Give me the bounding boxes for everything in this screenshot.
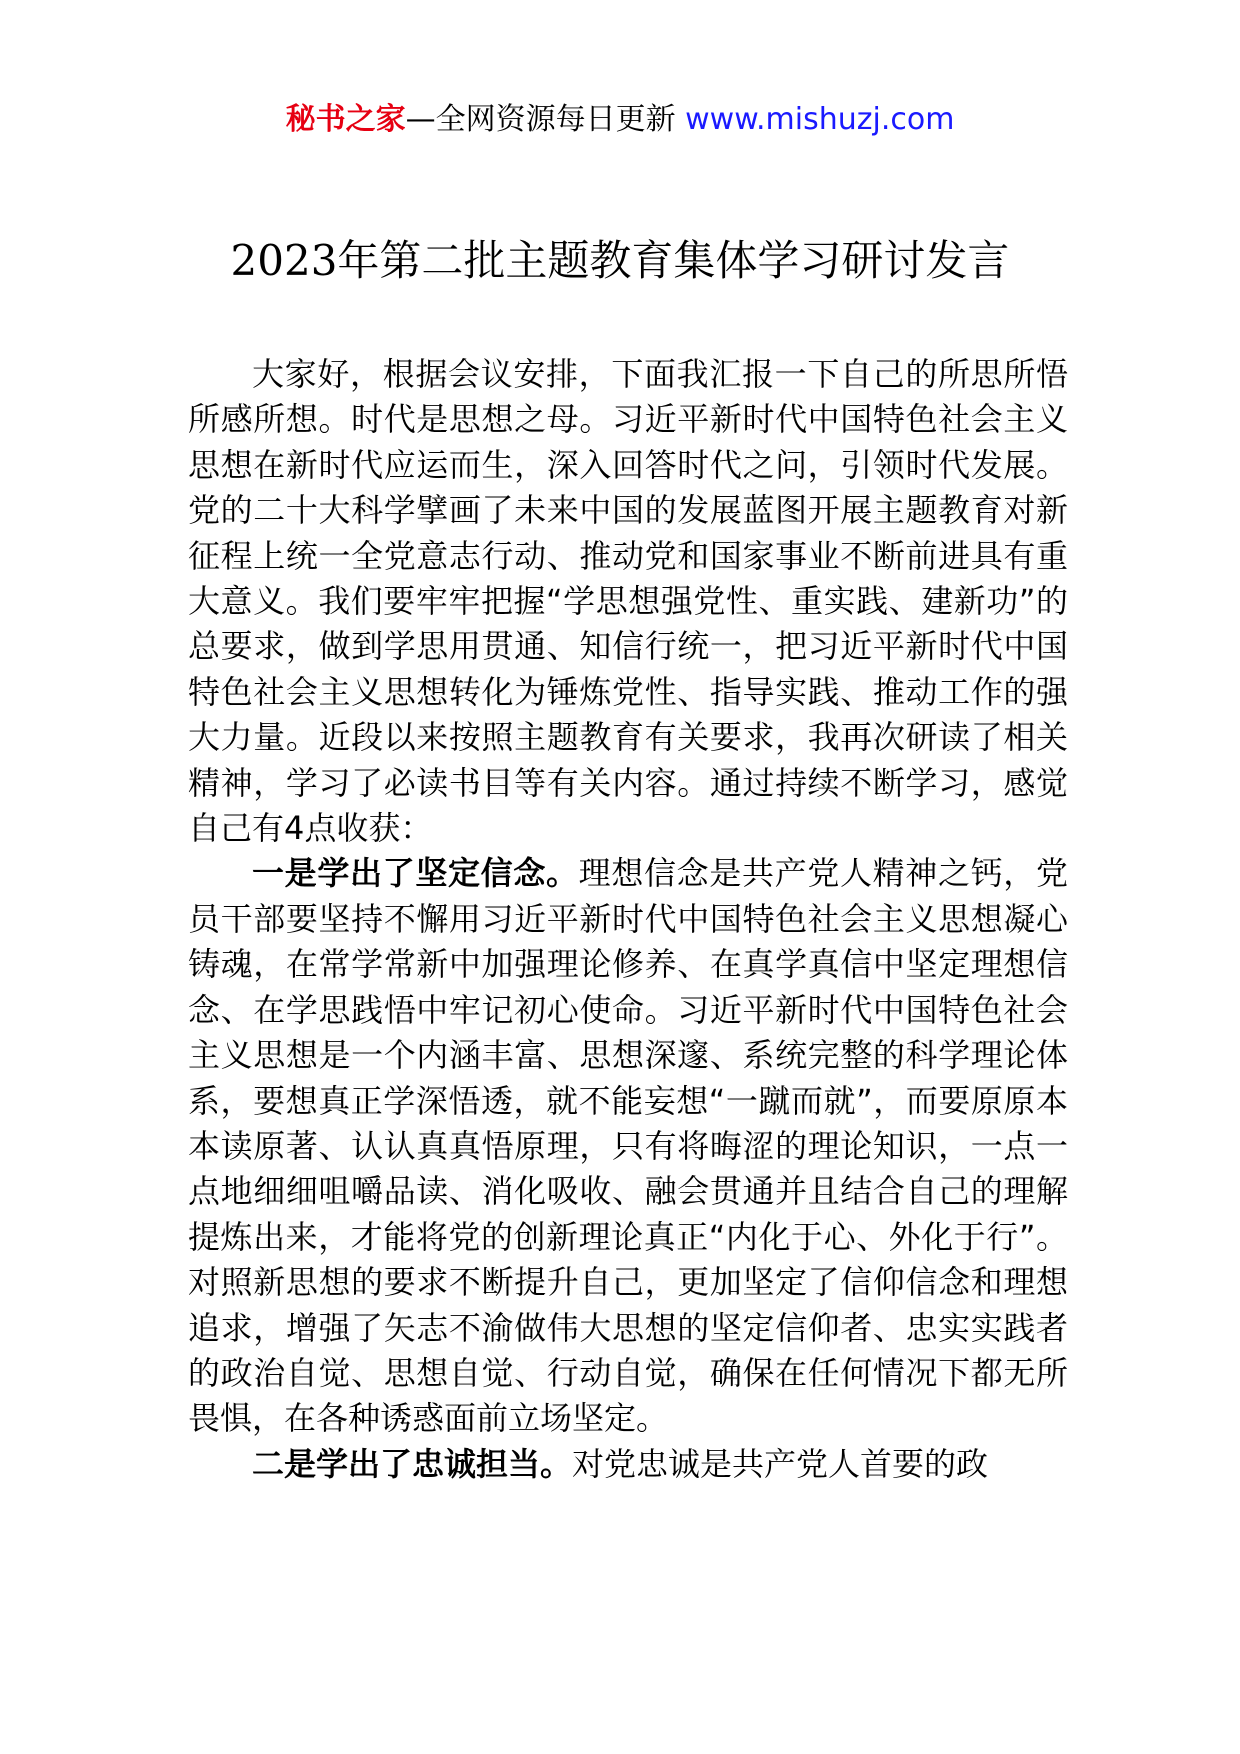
site-url-link[interactable]: www.mishuzj.com xyxy=(685,102,955,137)
paragraph-text: 对党忠诚是共产党人首要的政 xyxy=(572,1444,989,1483)
paragraph-intro xyxy=(188,352,1068,851)
site-brand: 秘书之家 xyxy=(285,102,406,137)
paragraph-point-one xyxy=(188,851,1068,1441)
paragraph-text: 大家好，根据会议安排，下面我汇报一下自己的所思所悟所感所想。时代是思想之母。习近平新时代中国特色社会主义思想在新时代应运而生，深入回答时代之问，引领时代发展。党的二十大科学擘画了未来中国的发展蓝图开展主题教育对新征程上统一全党意志行动、推动党和国家事业不断前进具有重大意义。我们要牢牢把握“学思想强党性、重实践、建新功”的总要求，做到学思用贯通、知信行统一，把习近平新时代中国特色社会主义思想转化为锤炼党性、指导实践、推动工作的强大力量。近段以来按照主题教育有关要求，我再次研读了相关精神，学习了必读书目等有关内容。通过持续不断学习，感觉自己有4点收获： xyxy=(188,355,1068,848)
document-title: 2023年第二批主题教育集体学习研讨发言 xyxy=(230,236,1010,285)
document-body xyxy=(188,352,1068,1487)
paragraph-point-two xyxy=(188,1442,1068,1487)
paragraph-text: 理想信念是共产党人精神之钙，党员干部要坚持不懈用习近平新时代中国特色社会主义思想凝心铸魂，在常学常新中加强理论修养、在真学真信中坚定理想信念、在学思践悟中牢记初心使命。习近平新时代中国特色社会主义思想是一个内涵丰富、思想深邃、系统完整的科学理论体系，要想真正学深悟透，就不能妄想“一蹴而就”，而要原原本本读原著、认认真真悟原理，只有将晦涩的理论知识，一点一点地细细咀嚼品读、消化吸收、融会贯通并且结合自己的理解提炼出来，才能将党的创新理论真正“内化于心、外化于行”。对照新思想的要求不断提升自己，更加坚定了信仰信念和理想追求，增强了矢志不渝做伟大思想的坚定信仰者、忠实实践者的政治自觉、思想自觉、行动自觉，确保在任何情况下都无所畏惧，在各种诱惑面前立场坚定。 xyxy=(188,854,1068,1438)
paragraph-lead: 二是学出了忠诚担当。 xyxy=(252,1444,573,1483)
site-tagline: —全网资源每日更新 xyxy=(405,102,676,137)
site-header xyxy=(0,98,1240,142)
paragraph-lead: 一是学出了坚定信念。 xyxy=(252,854,579,893)
